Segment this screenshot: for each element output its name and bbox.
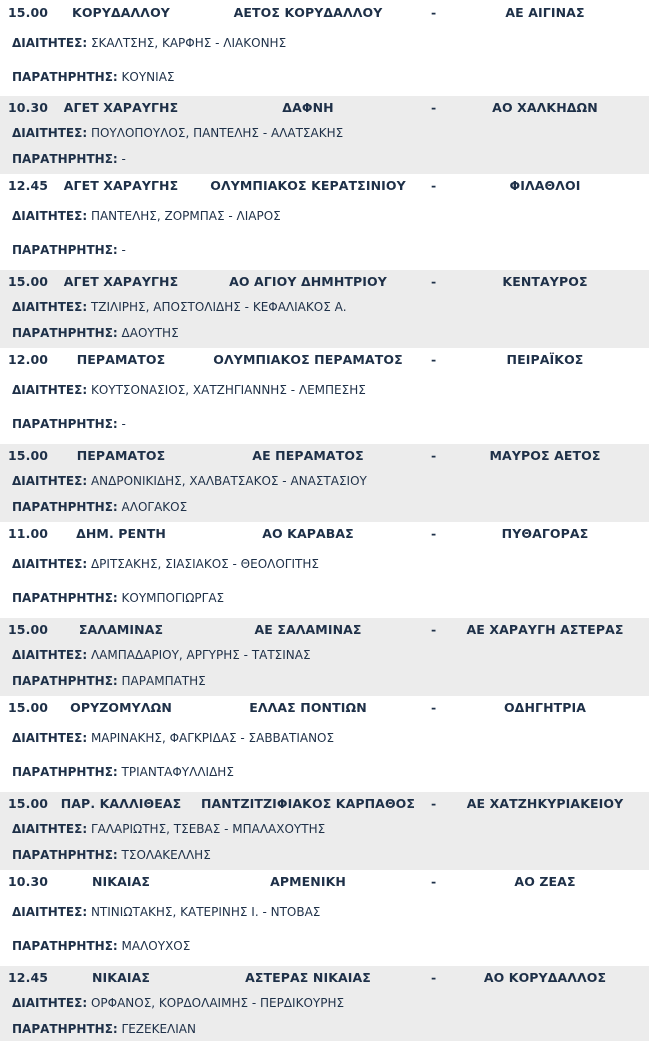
observer-name: ΔΑΟΥΤΗΣ	[121, 326, 179, 340]
observer-line	[12, 848, 211, 862]
match-time: 12.00	[8, 352, 49, 367]
observer-label: ΠΑΡΑΤΗΡΗΤΗΣ:	[12, 326, 118, 340]
away-team: ΠΕΙΡΑΪΚΟΣ	[506, 352, 584, 367]
referees-names: ΓΑΛΑΡΙΩΤΗΣ, ΤΣΕΒΑΣ - ΜΠΑΛΑΧΟΥΤΗΣ	[90, 822, 326, 836]
observer-name: ΚΟΥΜΠΟΓΙΩΡΓΑΣ	[121, 591, 225, 605]
home-team: ΟΛΥΜΠΙΑΚΟΣ ΚΕΡΑΤΣΙΝΙΟΥ	[210, 178, 406, 193]
observer-name: ΚΟΥΝΙΑΣ	[121, 70, 175, 84]
match-row	[0, 792, 649, 870]
home-team: ΑΟ ΑΓΙΟΥ ΔΗΜΗΤΡΙΟΥ	[229, 274, 387, 289]
match-row	[0, 444, 649, 522]
observer-line	[12, 326, 179, 340]
referees-line	[12, 822, 325, 836]
referees-names: ΑΝΔΡΟΝΙΚΙΔΗΣ, ΧΑΛΒΑΤΣΑΚΟΣ - ΑΝΑΣΤΑΣΙΟΥ	[90, 474, 367, 488]
match-row	[0, 96, 649, 174]
observer-label: ΠΑΡΑΤΗΡΗΤΗΣ:	[12, 848, 118, 862]
referees-names: ΠΟΥΛΟΠΟΥΛΟΣ, ΠΑΝΤΕΛΗΣ - ΑΛΑΤΣΑΚΗΣ	[90, 126, 344, 140]
away-team: ΑΕ ΧΑΡΑΥΓΗ ΑΣΤΕΡΑΣ	[466, 622, 624, 637]
referees-line	[12, 905, 320, 919]
vs-separator: -	[431, 526, 437, 541]
match-row	[0, 870, 649, 966]
match-header	[0, 874, 649, 892]
referees-names: ΝΤΙΝΙΩΤΑΚΗΣ, ΚΑΤΕΡΙΝΗΣ Ι. - ΝΤΟΒΑΣ	[90, 905, 321, 919]
away-team: ΠΥΘΑΓΟΡΑΣ	[501, 526, 589, 541]
match-time: 15.00	[8, 796, 49, 811]
vs-separator: -	[431, 352, 437, 367]
referees-label: ΔΙΑΙΤΗΤΕΣ:	[12, 300, 88, 314]
match-venue: ΠΑΡ. ΚΑΛΛΙΘΕΑΣ	[60, 796, 182, 811]
referees-line	[12, 996, 344, 1010]
referees-label: ΔΙΑΙΤΗΤΕΣ:	[12, 905, 88, 919]
referees-label: ΔΙΑΙΤΗΤΕΣ:	[12, 822, 88, 836]
observer-line	[12, 1022, 196, 1036]
match-row	[0, 0, 649, 96]
match-time: 12.45	[8, 970, 49, 985]
match-row	[0, 522, 649, 618]
match-venue: ΚΟΡΥΔΑΛΛΟΥ	[72, 5, 170, 20]
referees-names: ΤΖΙΛΙΡΗΣ, ΑΠΟΣΤΟΛΙΔΗΣ - ΚΕΦΑΛΙΑΚΟΣ Α.	[90, 300, 347, 314]
vs-separator: -	[431, 700, 437, 715]
vs-separator: -	[431, 448, 437, 463]
referees-line	[12, 300, 347, 314]
referees-line	[12, 36, 286, 50]
vs-separator: -	[431, 796, 437, 811]
observer-name: ΤΣΟΛΑΚΕΛΛΗΣ	[121, 848, 211, 862]
observer-label: ΠΑΡΑΤΗΡΗΤΗΣ:	[12, 70, 118, 84]
observer-label: ΠΑΡΑΤΗΡΗΤΗΣ:	[12, 591, 118, 605]
observer-name: -	[121, 417, 126, 431]
referees-line	[12, 209, 281, 223]
home-team: ΕΛΛΑΣ ΠΟΝΤΙΩΝ	[249, 700, 367, 715]
vs-separator: -	[431, 622, 437, 637]
match-header	[0, 178, 649, 196]
match-time: 10.30	[8, 100, 49, 115]
match-venue: ΠΕΡΑΜΑΤΟΣ	[76, 352, 166, 367]
vs-separator: -	[431, 970, 437, 985]
vs-separator: -	[431, 5, 437, 20]
home-team: ΟΛΥΜΠΙΑΚΟΣ ΠΕΡΑΜΑΤΟΣ	[213, 352, 403, 367]
observer-label: ΠΑΡΑΤΗΡΗΤΗΣ:	[12, 500, 118, 514]
observer-name: ΠΑΡΑΜΠΑΤΗΣ	[121, 674, 206, 688]
referees-names: ΟΡΦΑΝΟΣ, ΚΟΡΔΟΛΑΙΜΗΣ - ΠΕΡΔΙΚΟΥΡΗΣ	[90, 996, 345, 1010]
referees-label: ΔΙΑΙΤΗΤΕΣ:	[12, 731, 88, 745]
match-header	[0, 796, 649, 814]
observer-line	[12, 243, 126, 257]
match-row	[0, 696, 649, 792]
vs-separator: -	[431, 100, 437, 115]
observer-line	[12, 591, 224, 605]
match-time: 10.30	[8, 874, 49, 889]
referees-line	[12, 383, 366, 397]
referees-label: ΔΙΑΙΤΗΤΕΣ:	[12, 209, 88, 223]
match-header	[0, 970, 649, 988]
away-team: ΚΕΝΤΑΥΡΟΣ	[502, 274, 588, 289]
home-team: ΑΟ ΚΑΡΑΒΑΣ	[262, 526, 354, 541]
referees-names: ΚΟΥΤΣΟΝΑΣΙΟΣ, ΧΑΤΖΗΓΙΑΝΝΗΣ - ΛΕΜΠΕΣΗΣ	[90, 383, 366, 397]
match-time: 15.00	[8, 448, 49, 463]
home-team: ΔΑΦΝΗ	[282, 100, 334, 115]
match-time: 15.00	[8, 622, 49, 637]
referees-label: ΔΙΑΙΤΗΤΕΣ:	[12, 36, 88, 50]
match-venue: ΑΓΕΤ ΧΑΡΑΥΓΗΣ	[63, 100, 179, 115]
match-venue: ΟΡΥΖΟΜΥΛΩΝ	[70, 700, 172, 715]
referees-label: ΔΙΑΙΤΗΤΕΣ:	[12, 383, 88, 397]
referees-names: ΜΑΡΙΝΑΚΗΣ, ΦΑΓΚΡΙΔΑΣ - ΣΑΒΒΑΤΙΑΝΟΣ	[90, 731, 335, 745]
match-row	[0, 618, 649, 696]
referees-label: ΔΙΑΙΤΗΤΕΣ:	[12, 557, 88, 571]
match-header	[0, 526, 649, 544]
match-venue: ΝΙΚΑΙΑΣ	[91, 970, 151, 985]
observer-line	[12, 152, 126, 166]
referees-label: ΔΙΑΙΤΗΤΕΣ:	[12, 126, 88, 140]
match-time: 15.00	[8, 700, 49, 715]
away-team: ΟΔΗΓΗΤΡΙΑ	[503, 700, 587, 715]
away-team: ΑΕ ΑΙΓΙΝΑΣ	[505, 5, 585, 20]
match-venue: ΣΑΛΑΜΙΝΑΣ	[78, 622, 164, 637]
referees-label: ΔΙΑΙΤΗΤΕΣ:	[12, 996, 88, 1010]
match-venue: ΑΓΕΤ ΧΑΡΑΥΓΗΣ	[63, 178, 179, 193]
away-team: ΑΟ ΖΕΑΣ	[514, 874, 576, 889]
match-time: 11.00	[8, 526, 49, 541]
away-team: ΑΟ ΧΑΛΚΗΔΩΝ	[492, 100, 598, 115]
observer-name: -	[121, 243, 126, 257]
observer-label: ΠΑΡΑΤΗΡΗΤΗΣ:	[12, 152, 118, 166]
observer-name: ΜΑΛΟΥΧΟΣ	[121, 939, 191, 953]
referees-label: ΔΙΑΙΤΗΤΕΣ:	[12, 648, 88, 662]
observer-label: ΠΑΡΑΤΗΡΗΤΗΣ:	[12, 939, 118, 953]
observer-label: ΠΑΡΑΤΗΡΗΤΗΣ:	[12, 417, 118, 431]
away-team: ΑΕ ΧΑΤΖΗΚΥΡΙΑΚΕΙΟΥ	[466, 796, 624, 811]
vs-separator: -	[431, 178, 437, 193]
vs-separator: -	[431, 874, 437, 889]
referees-line	[12, 648, 311, 662]
referees-label: ΔΙΑΙΤΗΤΕΣ:	[12, 474, 88, 488]
observer-label: ΠΑΡΑΤΗΡΗΤΗΣ:	[12, 765, 118, 779]
observer-name: ΓΕΖΕΚΕΛΙΑΝ	[121, 1022, 196, 1036]
home-team: ΑΕ ΠΕΡΑΜΑΤΟΣ	[252, 448, 364, 463]
match-venue: ΠΕΡΑΜΑΤΟΣ	[76, 448, 166, 463]
referees-names: ΔΡΙΤΣΑΚΗΣ, ΣΙΑΣΙΑΚΟΣ - ΘΕΟΛΟΓΙΤΗΣ	[90, 557, 319, 571]
match-header	[0, 448, 649, 466]
match-time: 12.45	[8, 178, 49, 193]
referees-line	[12, 557, 319, 571]
home-team: ΑΣΤΕΡΑΣ ΝΙΚΑΙΑΣ	[245, 970, 371, 985]
home-team: ΑΕ ΣΑΛΑΜΙΝΑΣ	[254, 622, 362, 637]
observer-line	[12, 70, 174, 84]
referees-names: ΣΚΑΛΤΣΗΣ, ΚΑΡΦΗΣ - ΛΙΑΚΟΝΗΣ	[90, 36, 287, 50]
observer-label: ΠΑΡΑΤΗΡΗΤΗΣ:	[12, 243, 118, 257]
match-venue: ΑΓΕΤ ΧΑΡΑΥΓΗΣ	[63, 274, 179, 289]
match-row	[0, 270, 649, 348]
observer-line	[12, 939, 190, 953]
referees-line	[12, 126, 343, 140]
match-venue: ΝΙΚΑΙΑΣ	[91, 874, 151, 889]
match-header	[0, 622, 649, 640]
match-row	[0, 174, 649, 270]
observer-name: ΤΡΙΑΝΤΑΦΥΛΛΙΔΗΣ	[121, 765, 234, 779]
away-team: ΦΙΛΑΘΛΟΙ	[509, 178, 581, 193]
observer-line	[12, 417, 126, 431]
home-team: ΑΡΜΕΝΙΚΗ	[270, 874, 346, 889]
vs-separator: -	[431, 274, 437, 289]
match-header	[0, 100, 649, 118]
home-team: ΑΕΤΟΣ ΚΟΡΥΔΑΛΛΟΥ	[233, 5, 383, 20]
match-venue: ΔΗΜ. ΡΕΝΤΗ	[76, 526, 166, 541]
observer-line	[12, 674, 206, 688]
referees-names: ΠΑΝΤΕΛΗΣ, ΖΟΡΜΠΑΣ - ΛΙΑΡΟΣ	[90, 209, 281, 223]
referees-line	[12, 731, 334, 745]
away-team: ΜΑΥΡΟΣ ΑΕΤΟΣ	[489, 448, 601, 463]
observer-name: ΑΛΟΓΑΚΟΣ	[121, 500, 188, 514]
match-row	[0, 348, 649, 444]
match-header	[0, 274, 649, 292]
match-header	[0, 700, 649, 718]
observer-label: ΠΑΡΑΤΗΡΗΤΗΣ:	[12, 674, 118, 688]
match-time: 15.00	[8, 274, 49, 289]
match-header	[0, 5, 649, 23]
observer-label: ΠΑΡΑΤΗΡΗΤΗΣ:	[12, 1022, 118, 1036]
match-header	[0, 352, 649, 370]
match-time: 15.00	[8, 5, 49, 20]
referees-names: ΛΑΜΠΑΔΑΡΙΟΥ, ΑΡΓΥΡΗΣ - ΤΑΤΣΙΝΑΣ	[90, 648, 311, 662]
away-team: ΑΟ ΚΟΡΥΔΑΛΛΟΣ	[483, 970, 607, 985]
observer-line	[12, 765, 234, 779]
referees-line	[12, 474, 367, 488]
match-row	[0, 966, 649, 1041]
home-team: ΠΑΝΤΖΙΤΖΙΦΙΑΚΟΣ ΚΑΡΠΑΘΟΣ	[200, 796, 416, 811]
observer-line	[12, 500, 187, 514]
observer-name: -	[121, 152, 126, 166]
